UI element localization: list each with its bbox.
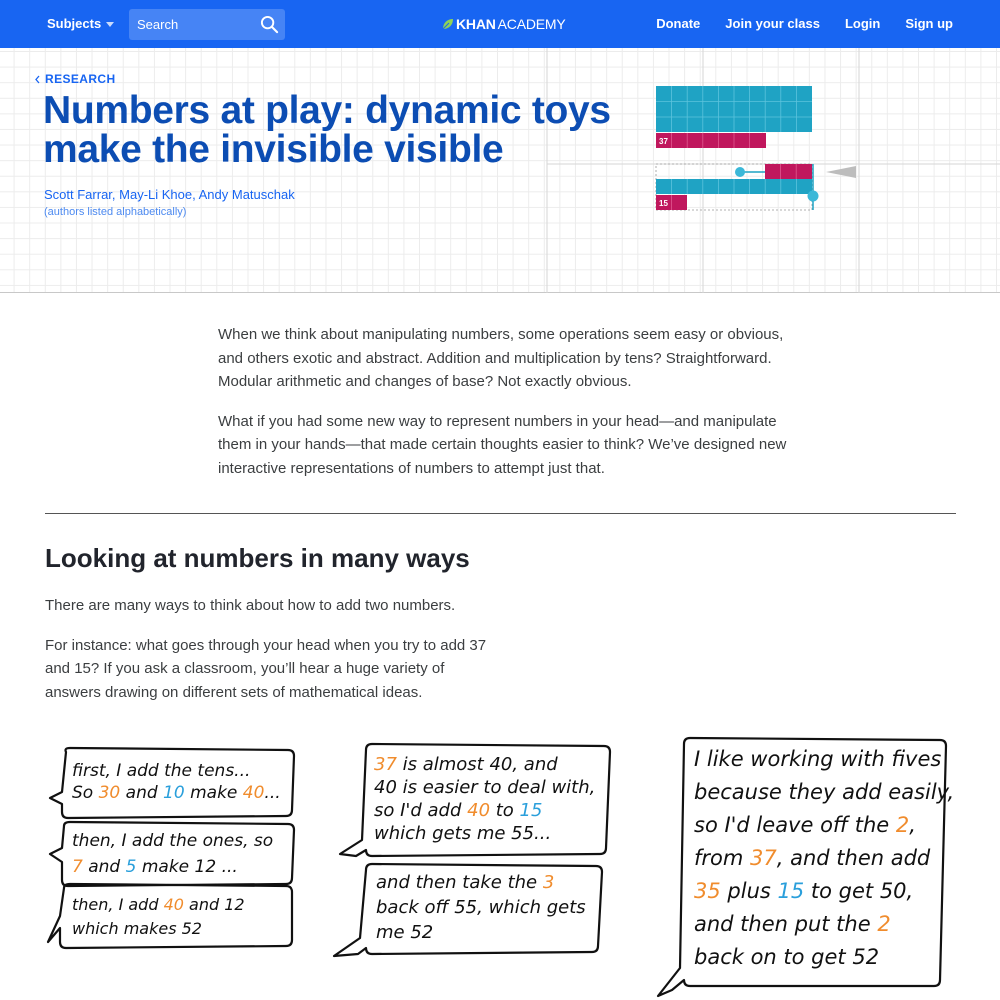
leaf-icon xyxy=(442,18,454,30)
bubble-text-segment: which makes 52 xyxy=(72,919,202,938)
top-navigation-bar xyxy=(0,0,1000,48)
bubble-text-segment: make xyxy=(136,857,195,877)
bubble-text-segment: 37 xyxy=(750,846,777,870)
bubble-text-segment: which gets me 55... xyxy=(374,823,552,844)
bubble-text-line xyxy=(72,783,281,803)
bubble-text-line xyxy=(376,897,586,918)
bubble-text-segment: 12 xyxy=(224,895,245,914)
drag-handle[interactable] xyxy=(808,191,819,202)
intro-paragraph: When we think about manipulating numbers, some operations seem easy or obvious, and others exotic and abstract. Addition and multiplication by tens? Straightforward. Modular arithmetic and changes of base? Not exactly obvious. xyxy=(218,326,784,390)
bubble-text-segment: 7 xyxy=(72,857,83,877)
bubble-text-segment: 12 xyxy=(194,857,217,877)
bubble-text-segment: to get 50, xyxy=(804,879,914,903)
research-back-link[interactable] xyxy=(34,72,116,86)
section-paragraph: There are many ways to think about how to add two numbers. xyxy=(45,597,456,614)
bubble-text-segment: first, I add the tens... xyxy=(72,761,251,781)
logo-text-academy: ACADEMY xyxy=(497,16,566,32)
bubble-text-line xyxy=(694,879,913,903)
drag-handle[interactable] xyxy=(735,167,745,177)
bubble-text-line xyxy=(376,872,554,893)
research-label: RESEARCH xyxy=(45,72,116,86)
bubble-text-line xyxy=(694,846,931,870)
bubble-text-line xyxy=(72,761,250,781)
bubble-text-segment: so I'd leave off the xyxy=(694,813,896,837)
page-title: Numbers at play: dynamic toys make the invisible visible xyxy=(43,89,611,171)
authors-note: (authors listed alphabetically) xyxy=(44,206,187,218)
subjects-menu-button[interactable] xyxy=(47,16,114,31)
bubble-text-line xyxy=(694,912,891,936)
bubble-text-segment: ... xyxy=(216,857,238,877)
bubble-text-segment: ... xyxy=(264,783,281,803)
bubble-text-segment: because they add easily, xyxy=(694,780,955,804)
bubble-text-segment: is almost 40, and xyxy=(396,754,558,775)
bubble-text-segment: 30 xyxy=(98,783,121,803)
search-input[interactable] xyxy=(129,9,257,40)
bubble-text-line xyxy=(72,857,238,877)
bubble-text-line xyxy=(72,831,273,851)
bubble-text-segment: 2 xyxy=(877,912,891,936)
bubble-text-line xyxy=(694,780,954,804)
sign-up-link[interactable]: Sign up xyxy=(905,16,953,31)
bubble-text-line xyxy=(374,800,542,821)
bubble-text-segment: from xyxy=(694,846,751,870)
bubble-text-segment: so I'd add xyxy=(374,800,468,821)
bubble-text-segment: 40 xyxy=(242,783,265,803)
bubble-text-segment: 40 is easier to deal with, xyxy=(374,777,596,798)
section-body xyxy=(45,594,495,720)
article-header xyxy=(0,48,1000,293)
logo-text-khan: KHAN xyxy=(456,16,496,32)
bubble-text-line xyxy=(694,813,916,837)
bubble-text-line xyxy=(694,945,879,969)
bubble-text-segment: 15 xyxy=(519,800,543,821)
bubble-text-segment: and then put the xyxy=(694,912,878,936)
chevron-down-icon xyxy=(106,22,114,27)
bubble-text-segment: So xyxy=(72,783,99,803)
bubble-text-segment: and xyxy=(120,783,164,803)
bubble-text-segment: make xyxy=(184,783,243,803)
intro-section xyxy=(218,323,788,496)
block-37-label: 37 xyxy=(659,137,668,146)
block-37 xyxy=(656,86,812,148)
bubble-text-segment: 2 xyxy=(895,813,910,837)
bubble-text-segment: 3 xyxy=(542,872,555,893)
bubble-text-segment: plus xyxy=(720,879,778,903)
subjects-label: Subjects xyxy=(47,16,102,31)
bubble-text-segment: 5 xyxy=(125,857,137,877)
bubble-text-segment: I like working with fives xyxy=(694,747,942,771)
bubble-text-segment: back on to get 52 xyxy=(694,945,880,969)
bubble-text-line xyxy=(694,747,941,771)
authors: Scott Farrar, May-Li Khoe, Andy Matuschak xyxy=(44,187,295,202)
bubble-text-segment: 10 xyxy=(163,783,185,803)
bubble-text-line xyxy=(374,754,558,775)
bubble-text-segment: back off 55, which gets xyxy=(376,897,586,918)
bubble-text-segment: and xyxy=(82,857,126,877)
bubble-text-segment: then, I add xyxy=(72,895,164,914)
nav-links xyxy=(656,16,953,31)
bubble-text-segment: then, I add the ones, so xyxy=(72,831,274,851)
chevron-left-icon xyxy=(34,75,41,84)
bubble-text-segment: 40 xyxy=(163,895,184,914)
search-box xyxy=(129,9,285,40)
number-blocks-illustration[interactable] xyxy=(640,78,870,218)
bubble-text-line xyxy=(374,823,551,844)
bubble-text-segment: me 52 xyxy=(376,922,434,943)
block-15 xyxy=(656,164,856,210)
bubble-text-segment: to xyxy=(490,800,520,821)
join-your-class-link[interactable]: Join your class xyxy=(725,16,820,31)
bubble-text-segment: , xyxy=(909,813,916,837)
bubble-text-line xyxy=(376,922,433,943)
bubble-text-line xyxy=(72,895,245,914)
bubble-text-segment: 35 xyxy=(694,879,721,903)
bubble-text-segment: 15 xyxy=(777,879,805,903)
student-answers-illustration xyxy=(0,730,1000,1000)
khan-academy-logo[interactable] xyxy=(442,16,566,32)
section-paragraph: For instance: what goes through your head when you try to add 37 and 15? If you ask a classroom, you’ll hear a huge variety of answers drawing on different sets of mathematical ideas. xyxy=(45,636,487,701)
bubble-text-line xyxy=(374,777,595,798)
intro-paragraph: What if you had some new way to represent numbers in your head—and manipulate them in your hands—that made certain thoughts easier to think? We’ve designed new interactive representations of numbers to attempt just that. xyxy=(218,412,787,477)
bubble-text-line xyxy=(72,919,202,938)
search-icon[interactable] xyxy=(260,15,279,34)
pointer-arrow-icon xyxy=(826,166,856,178)
bubble-text-segment: , and then add xyxy=(776,846,931,870)
bubble-text-group xyxy=(72,747,954,969)
speech-bubble xyxy=(48,884,292,948)
donate-link[interactable]: Donate xyxy=(656,16,701,31)
bubble-text-segment: and then take the xyxy=(376,872,543,893)
bubble-text-segment: and xyxy=(183,895,225,914)
section-heading: Looking at numbers in many ways xyxy=(45,543,470,573)
block-15-label: 15 xyxy=(659,199,668,208)
section-divider xyxy=(45,513,956,514)
login-link[interactable]: Login xyxy=(844,16,881,31)
bubble-text-segment: 40 xyxy=(467,800,491,821)
bubble-text-segment: 37 xyxy=(374,754,397,775)
